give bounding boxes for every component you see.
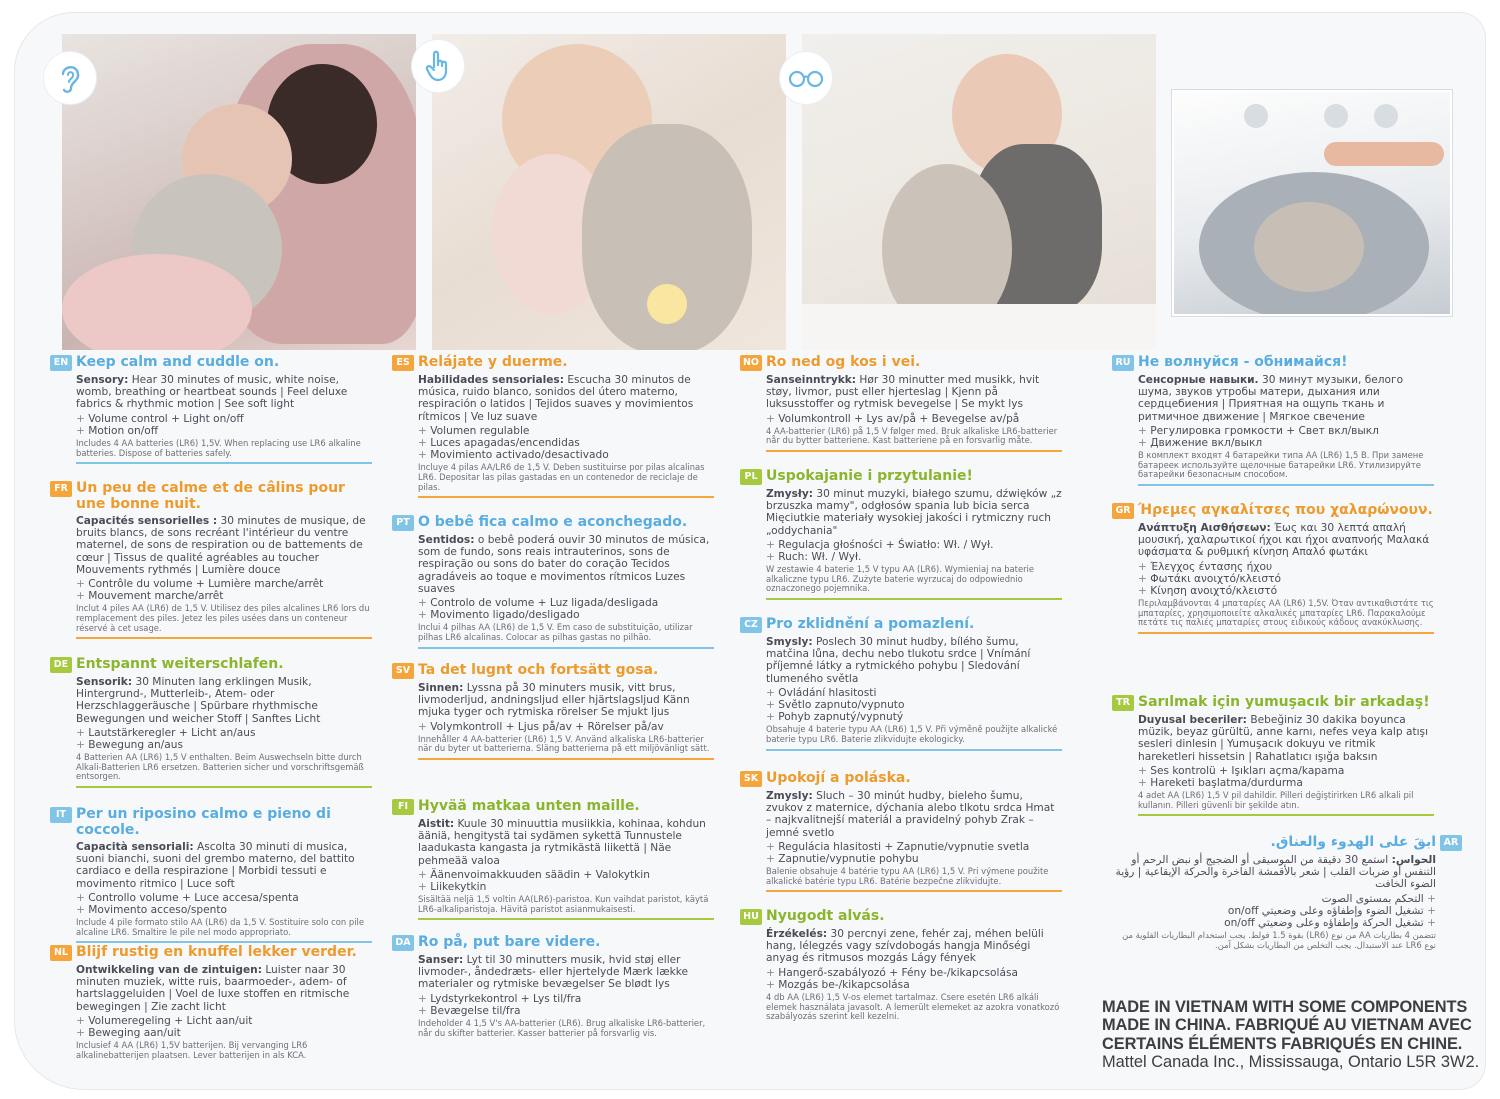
feature-item: + Movimiento activado/desactivado <box>418 449 714 461</box>
made-in-line: MADE IN VIETNAM WITH SOME COMPONENTS <box>1102 998 1468 1016</box>
feature-item: + Hangerő-szabályozó + Fény be-/kikapcsolása <box>766 967 1062 979</box>
photo-dial <box>1324 104 1348 128</box>
battery-note: Sisältää neljä 1,5 voltin AA(LR6)-paristoa. Kun vaihdat paristot, käytä LR6-alkaliparistoja. Hävitä paristot asianmukaisesti. <box>418 894 709 914</box>
section-title: O bebê fica calmo e aconchegado. <box>418 514 688 530</box>
feature-item: + Bevægelse til/fra <box>418 1005 714 1017</box>
battery-note: В комплект входят 4 батарейки типа АА (LR6) 1,5 В. При замене батареек используйте щелочные батарейки LR6. Утилизируйте батарейки безопасным способом. <box>1138 450 1424 480</box>
feature-item: + Bewegung an/aus <box>76 739 372 751</box>
section-fi <box>392 798 714 914</box>
battery-note: 4 Batterien AA (LR6) 1,5 V enthalten. Beim Auswechseln bitte durch Alkali-Batterien LR6 ersetzen. Batterien sicher und vorschriftsgemäß entsorgen. <box>76 752 364 782</box>
section-title: Не волнуйся - обнимайся! <box>1138 354 1348 370</box>
section-text: Sluch – 30 minút hudby, bieleho šumu, zvukov z maternice, dýchania alebo tlkotu srdca Hmat – najkvalitnejší materiál a pravidelný pohyb Zrak – jemné svetlo <box>766 790 1055 839</box>
feature-item: + التحكم بمستوى الصوت <box>1112 893 1436 905</box>
section-ru <box>1112 354 1434 480</box>
section-de <box>50 656 372 782</box>
feature-item: + Volumeregeling + Licht aan/uit <box>76 1015 372 1027</box>
photo-otter-plush <box>1254 202 1364 292</box>
section-sk <box>740 770 1062 886</box>
battery-note: 4 adet AA (LR6) 1,5 V pil dahildir. Pilleri değiştirirken LR6 alkali pil kullanın. Pilleri güvenli bir şekilde atın. <box>1138 790 1414 810</box>
section-divider <box>418 496 714 498</box>
hand-touch-icon <box>412 40 464 92</box>
section-lead: Smysly: <box>766 636 813 648</box>
section-divider <box>76 786 372 788</box>
feature-item: + Luces apagadas/encendidas <box>418 437 714 449</box>
feature-item: + تشغيل الحركة وإطفاؤه وعلى وضعيتي on/off <box>1112 917 1436 929</box>
feature-item: + Contrôle du volume + Lumière marche/arrêt <box>76 578 372 590</box>
photo-mother-baby-otter <box>62 34 416 350</box>
section-lead: Ανάπτυξη Αισθήσεων: <box>1138 522 1271 534</box>
lang-tag: RU <box>1112 355 1134 371</box>
lang-tag: NL <box>50 945 72 961</box>
feature-item: + Регулировка громкости + Свет вкл/выкл <box>1138 425 1434 437</box>
section-pt <box>392 514 714 643</box>
battery-note: Inclusief 4 AA (LR6) 1,5V batterijen. Bij vervanging LR6 alkalinebatterijen plaatsen. Lever batterijen in als KCA. <box>76 1040 308 1060</box>
section-text: 30 минут музыки, белого шума, звуков утробы матери, дыхания или сердцебиения | Приятная на ощупь ткань и ритмичное движение | Мягкое свечение <box>1138 374 1404 423</box>
section-lead: Ontwikkeling van de zintuigen: <box>76 964 262 976</box>
section-text: Poslech 30 minut hudby, bílého šumu, matčina lůna, dechu nebo tlukotu srdce | Vnímání příjemné látky a rytmického pohybu | Sledování tlumeného světla <box>766 636 1031 685</box>
section-title: Keep calm and cuddle on. <box>76 354 280 370</box>
battery-note: W zestawie 4 baterie 1,5 V typu AA (LR6). Wymieniaj na baterie alkaliczne typu LR6. Zużyte baterie wyrzucaj do odpowiednio oznaczonego pojemnika. <box>766 564 1035 594</box>
lang-tag: SK <box>740 771 762 787</box>
battery-note: Incluye 4 pilas AA/LR6 de 1,5 V. Deben sustituirse por pilas alcalinas LR6. Depositar las pilas gastadas en un contenedor de reciclaje de pilas. <box>418 462 705 492</box>
section-divider <box>418 758 714 760</box>
feature-item: + Volume control + Light on/off <box>76 413 372 425</box>
feature-item: + Movimento ligado/desligado <box>418 609 714 621</box>
lang-tag: FR <box>50 481 72 497</box>
lang-tag: TR <box>1112 695 1134 711</box>
feature-item: + Světlo zapnuto/vypnuto <box>766 699 1062 711</box>
section-title: Uspokajanie i przytulanie! <box>766 468 973 484</box>
lang-tag: DE <box>50 657 72 673</box>
section-text: Hør 30 minutter med musikk, hvit støy, livmor, pust eller hjerteslag | Kjenn på luksusstoffer og rytmisk bevegelse | Se mykt lys <box>766 374 1040 411</box>
section-da <box>392 934 714 1038</box>
section-title: Entspannt weiterschlafen. <box>76 656 284 672</box>
battery-note: Includes 4 AA batteries (LR6) 1,5V. When replacing use LR6 alkaline batteries. Dispose of batteries safely. <box>76 438 361 458</box>
feature-item: + Hareketi başlatma/durdurma <box>1138 777 1434 789</box>
section-text: 30 Minuten lang erklingen Musik, Hintergrund-, Mutterleib-, Atem- oder Herzschlaggeräusche | Spürbare rhythmische Bewegungen und weicher Stoff | Sanftes Licht <box>76 676 321 725</box>
section-title: Sarılmak için yumuşacık bir arkadaş! <box>1138 694 1430 710</box>
feature-item: + Volumkontroll + Lys av/på + Bevegelse av/på <box>766 413 1062 425</box>
feature-item: + Regulacja głośności + Światło: Wł. / Wył. <box>766 539 1062 551</box>
feature-item: + Φωτάκι ανοιχτό/κλειστό <box>1138 573 1434 585</box>
section-title: Blijf rustig en knuffel lekker verder. <box>76 944 357 960</box>
feature-item: + Ruch: Wł. / Wył. <box>766 551 1062 563</box>
feature-item: + Äänenvoimakkuuden säädin + Valokytkin <box>418 869 714 881</box>
section-title: Upokojí a poláska. <box>766 770 911 786</box>
section-text: 30 minutes de musique, de bruits blancs, de sons recréant l'intérieur du ventre maternel, de sons de respiration ou de battements de cœur | Tissus de qualité agréables au toucher Mouvements rythmés | Lumière douce <box>76 515 366 576</box>
lang-tag: ES <box>392 355 414 371</box>
section-title: ابقَ على الهدوء والعناق. <box>1270 834 1436 850</box>
ear-icon <box>44 52 96 104</box>
feature-item: + Controllo volume + Luce accesa/spenta <box>76 892 372 904</box>
package-back-panel <box>14 12 1486 1090</box>
section-title: Ήρεμες αγκαλίτσες που χαλαρώνουν. <box>1138 502 1433 518</box>
made-in-notice <box>1102 998 1482 1072</box>
feature-item: + تشغيل الضوء وإطفاؤه وعلى وضعيتي on/off <box>1112 905 1436 917</box>
photo-otter-light <box>647 284 687 324</box>
feature-item: + Mozgás be-/kikapcsolása <box>766 979 1062 991</box>
lang-tag: GR <box>1112 503 1134 519</box>
feature-item: + Volumen regulable <box>418 425 714 437</box>
section-title: Relájate y duerme. <box>418 354 568 370</box>
section-hu <box>740 908 1062 1022</box>
section-title: Ro ned og kos i vei. <box>766 354 921 370</box>
lang-tag: PT <box>392 515 414 531</box>
section-text: Hear 30 minutes of music, white noise, womb, breathing or heartbeat sounds | Feel deluxe fabrics & rhythmic motion | See soft light <box>76 374 348 411</box>
feature-item: + Beweging aan/uit <box>76 1027 372 1039</box>
section-text: Lyssna på 30 minuters musik, vitt brus, livmoderljud, andningsljud eller hjärtslagsljud Känn mjuka tyger och rytmiska rörelser Se mjukt ljus <box>418 682 690 719</box>
section-sv <box>392 662 714 754</box>
battery-note: Obsahuje 4 baterie typu AA (LR6) 1,5 V. Při výměně použijte alkalické baterie typu LR6. Baterie zlikvidujte ekologicky. <box>766 724 1058 745</box>
section-divider <box>76 637 372 639</box>
lang-tag: SV <box>392 663 414 679</box>
section-lead: Sentidos: <box>418 534 475 546</box>
section-lead: Zmysły: <box>766 488 814 500</box>
section-title: Hyvää matkaa unten maille. <box>418 798 640 814</box>
section-divider <box>1138 632 1434 634</box>
battery-note: Indeholder 4 1,5 V's AA-batterier (LR6). Brug alkaliske LR6-batterier, når du skifter batterier. Kasser batterier på forsvarlig vis. <box>418 1018 706 1038</box>
battery-note: Inclut 4 piles AA (LR6) de 1,5 V. Utilisez des piles alcalines LR6 lors du remplacement des piles. Jetez les piles usées dans un conteneur réservé à cet usage. <box>76 603 370 633</box>
feature-item: + Controlo de volume + Luz ligada/desligada <box>418 597 714 609</box>
section-lead: Zmysly: <box>766 790 813 802</box>
section-lead: Sanser: <box>418 954 464 966</box>
lang-tag: IT <box>50 807 72 823</box>
feature-item: + Lydstyrkekontrol + Lys til/fra <box>418 993 714 1005</box>
section-divider <box>766 749 1062 751</box>
made-in-line: MADE IN CHINA. FABRIQUÉ AU VIETNAM AVEC <box>1102 1016 1472 1035</box>
section-text: Έως και 30 λεπτά απαλή μουσική, χαλαρωτικοί ήχοι και ήχοι αναπνοής Μαλακά υφάσματα & ρυθμική κίνηση Απαλό φωτάκι <box>1138 522 1430 559</box>
feature-item: + Liikekytkin <box>418 881 714 893</box>
lang-tag: AR <box>1440 835 1462 851</box>
section-lead: Sensory: <box>76 374 129 386</box>
section-divider <box>766 450 1062 452</box>
battery-note: Περιλαμβάνονται 4 μπαταρίες AA (LR6) 1,5V. Όταν αντικαθιστάτε τις μπαταρίες, χρησιμοποιείτε αλκαλικές μπαταρίες LR6. Παρακαλούμε πετάτε τις παλιές μπαταρίες στους ειδικούς κάδους ανακύκλωσης. <box>1138 598 1434 628</box>
photo-dial <box>1244 104 1268 128</box>
lang-tag: FI <box>392 799 414 815</box>
lang-tag: CZ <box>740 617 762 633</box>
photo-dial <box>1374 104 1398 128</box>
battery-note: 4 db AA (LR6) 1,5 V-os elemet tartalmaz. Csere esetén LR6 alkáli elemek használata javasolt. A lemerült elemeket az azokra vonatkozó szabályozás szerint kell kezelni. <box>766 992 1060 1022</box>
section-lead: Duyusal beceriler: <box>1138 714 1247 726</box>
section-es <box>392 354 714 492</box>
feature-item: + Motion on/off <box>76 425 372 437</box>
section-text: Ascolta 30 minuti di musica, suoni bianchi, suoni del grembo materno, del battito cardiaco e della respirazione | Morbidi tessuti e movimento ritmico | Luce soft <box>76 841 355 890</box>
lang-tag: HU <box>740 909 762 925</box>
section-fr <box>50 480 372 633</box>
section-lead: Sensorik: <box>76 676 133 688</box>
section-lead: Capacità sensoriali: <box>76 841 194 853</box>
section-cz <box>740 616 1062 745</box>
battery-note: تتضمن 4 بطاريات AA من نوع (LR6) بقوة 1.5 فولط. يجب استخدام البطاريات القلوية من نوع LR6 عند الاستبدال. يجب التخلص من البطاريات بشكل آمن. <box>1122 930 1436 950</box>
section-en <box>50 354 372 458</box>
section-title: Ro på, put bare videre. <box>418 934 601 950</box>
feature-item: + Έλεγχος έντασης ήχου <box>1138 561 1434 573</box>
feature-item: + Lautstärkeregler + Licht an/aus <box>76 727 372 739</box>
section-nl <box>50 944 372 1060</box>
photo-washing-machine <box>1172 90 1452 316</box>
section-divider <box>766 598 1062 600</box>
section-gr <box>1112 502 1434 628</box>
feature-item: + Volymkontroll + Ljus på/av + Rörelser på/av <box>418 721 714 733</box>
battery-note: Inclui 4 pilhas AA (LR6) de 1,5 V. Em caso de substituição, utilizar pilhas LR6 alcalinas. Colocar as pilhas gastas no pilhão. <box>418 622 693 643</box>
section-lead: الحواس: <box>1391 854 1436 866</box>
feature-item: + Движение вкл/выкл <box>1138 437 1434 449</box>
photo-baby-hugging-otter <box>432 34 786 350</box>
section-text: 30 minut muzyki, białego szumu, dźwięków „z brzuszka mamy", odgłosów spania lub bicia serca Mięciutkie materiały wysokiej jakości i rytmiczny ruch „oddychania" <box>766 488 1062 537</box>
section-text: 30 percnyi zene, fehér zaj, méhen belüli hang, lélegzés vagy szívdobogás hangja Minőségi anyag és ritmusos mozgás Lágy fények <box>766 928 1044 965</box>
section-lead: Habilidades sensoriales: <box>418 374 564 386</box>
feature-item: + Regulácia hlasitosti + Zapnutie/vypnutie svetla <box>766 841 1062 853</box>
section-text: Escucha 30 minutos de música, ruido blanco, sonidos del útero materno, respiración o latidos | Tejidos suaves y movimientos rítmicos | Ve luz suave <box>418 374 694 423</box>
lang-tag: EN <box>50 355 72 371</box>
photo-rug <box>802 304 1156 350</box>
section-title: Un peu de calme et de câlins pour une bonne nuit. <box>76 480 345 512</box>
battery-note: Innehåller 4 AA-batterier (LR6) 1,5 V. Använd alkaliska LR6-batterier när du byter ut batterierna. Släng batterierna på ett miljövänligt sätt. <box>418 733 710 754</box>
glasses-icon <box>780 52 832 104</box>
battery-note: Include 4 pile formato stilo AA (LR6) da 1,5 V. Sostituire solo con pile alcaline LR6. Smaltire le pile nel modo appropriato. <box>76 917 364 937</box>
manufacturer-address: Mattel Canada Inc., Mississauga, Ontario L5R 3W2. <box>1102 1053 1480 1072</box>
section-lead: Érzékelés: <box>766 928 828 940</box>
section-it <box>50 806 372 937</box>
feature-item: + Mouvement marche/arrêt <box>76 590 372 602</box>
section-divider <box>76 462 372 464</box>
section-title: Ta det lugnt och fortsätt gosa. <box>418 662 659 678</box>
battery-note: 4 AA-batterier (LR6) på 1,5 V følger med. Bruk alkaliske LR6-batterier når du bytter batteriene. Kast batteriene på en forsvarlig måte. <box>766 425 1058 446</box>
feature-item: + Zapnutie/vypnutie pohybu <box>766 853 1062 865</box>
lang-tag: PL <box>740 469 762 485</box>
section-tr <box>1112 694 1434 810</box>
section-lead: Sanseinntrykk: <box>766 374 857 386</box>
section-pl <box>740 468 1062 594</box>
feature-item: + Ses kontrolü + Işıkları açma/kapama <box>1138 765 1434 777</box>
made-in-line: CERTAINS ÉLÉMENTS FABRIQUÉS EN CHINE. <box>1102 1034 1463 1053</box>
section-text: استمع 30 دقيقة من الموسيقى أو الضجيج أو نبض الرحم أو التنفس أو ضربات القلب | شعر بالأقمشة الفاخرة والحركة الإيقاعية | رؤية الضوء الخافت <box>1115 854 1436 891</box>
section-text: Bebeğiniz 30 dakika boyunca müzik, beyaz gürültü, anne karnı, nefes veya kalp atışı sesleri dinlesin | Yumuşacık dokuyu ve ritmik hareketleri hissetsin | Rahatlatıcı ışığa baksın <box>1138 714 1429 763</box>
section-divider <box>418 918 714 920</box>
section-title: Pro zklidnění a pomazlení. <box>766 616 975 632</box>
feature-item: + Κίνηση ανοιχτό/κλειστό <box>1138 585 1434 597</box>
section-title: Per un riposino calmo e pieno di coccole. <box>76 806 331 838</box>
section-text: Kuule 30 minuuttia musiikkia, kohinaa, kohdun ääniä, hengitystä tai sydämen sykettä Tunnustele laadukasta kangasta ja rytmikästä liikettä | Näe pehmeää valoa <box>418 818 706 867</box>
section-lead: Sinnen: <box>418 682 464 694</box>
feature-item: + Movimento acceso/spento <box>76 904 372 916</box>
section-lead: Aistit: <box>418 818 455 830</box>
section-divider <box>766 890 1062 892</box>
section-divider <box>418 647 714 649</box>
photo-hand <box>1324 142 1444 166</box>
feature-item: + Ovládání hlasitosti <box>766 687 1062 699</box>
section-ar <box>1112 834 1462 950</box>
battery-note: Balenie obsahuje 4 batérie typu AA (LR6) 1,5 V. Pri výmene použite alkalické batérie typu LR6. Batérie bezpečne zlikvidujte. <box>766 866 1049 886</box>
section-lead: Сенсорные навыки. <box>1138 374 1259 386</box>
photo-baby-sitting-otter <box>802 34 1156 350</box>
section-divider <box>1138 484 1434 486</box>
section-text: o bebê poderá ouvir 30 minutos de música, som de fundo, sons reais intrauterinos, sons de respiração ou sons do bater do coração Tecidos agradáveis ao toque e movimentos rítmicos Luzes suaves <box>418 534 710 595</box>
lang-tag: DA <box>392 935 414 951</box>
section-text: Lyt til 30 minutters musik, hvid støj eller livmoder-, åndedræts- eller hjertelyde Mærk lække materialer og rytmiske bevægelser Se blødt lys <box>418 954 689 991</box>
lang-tag: NO <box>740 355 762 371</box>
section-divider <box>1138 814 1434 816</box>
section-title: Nyugodt alvás. <box>766 908 885 924</box>
section-no <box>740 354 1062 446</box>
section-lead: Capacités sensorielles : <box>76 515 218 527</box>
feature-item: + Pohyb zapnutý/vypnutý <box>766 711 1062 723</box>
section-text: Luister naar 30 minuten muziek, witte ruis, baarmoeder-, adem- of hartslaggeluiden | Voel de luxe stoffen en ritmische bewegingen | Zie zacht licht <box>76 964 350 1013</box>
